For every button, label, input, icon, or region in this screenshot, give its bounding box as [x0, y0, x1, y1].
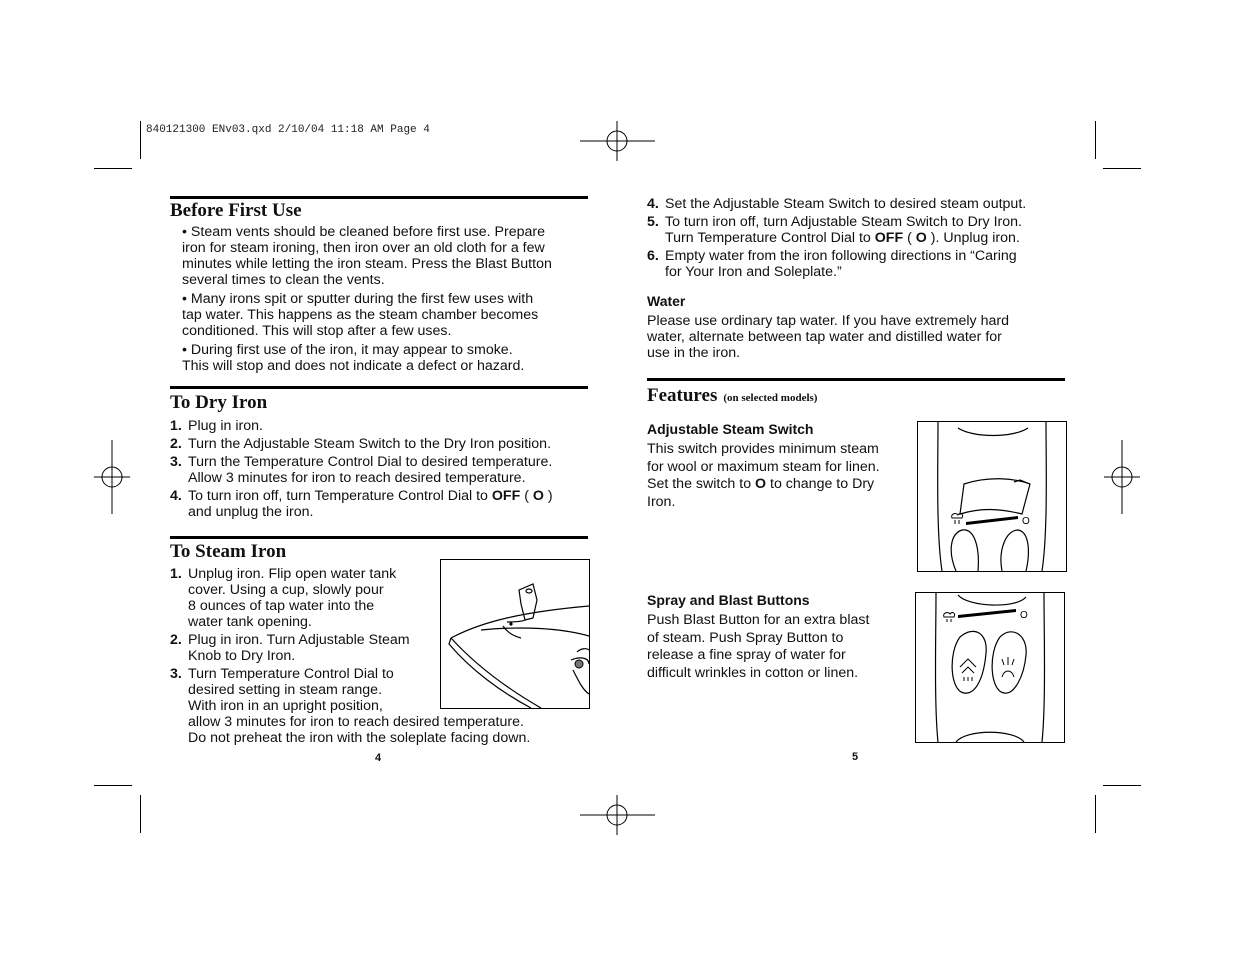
steam-switch-heading: Adjustable Steam Switch [647, 421, 814, 437]
bullet-item: • Many irons spit or sputter during the first few uses with tap water. This happens as the steam chamber becomes conditioned. This will stop after a few uses. [182, 291, 539, 339]
steam-cloud-icon [952, 514, 963, 524]
before-first-use-list [170, 224, 590, 377]
page-number: 4 [375, 752, 382, 764]
section-rule [647, 378, 1065, 381]
bullet-item: • Steam vents should be cleaned before first use. Prepare iron for steam ironing, then iron over an old cloth for a few minutes while letting the iron steam. Press the Blast Button several times to clean the vents. [182, 224, 552, 288]
list-item: 4. Set the Adjustable Steam Switch to desired steam output. [647, 196, 1027, 212]
steam-switch-illustration [917, 421, 1067, 572]
blast-icon [960, 659, 976, 681]
dry-iron-heading: To Dry Iron [170, 392, 268, 413]
bullet-item: • During first use of the iron, it may appear to smoke. This will stop and does not indicate a defect or hazard. [182, 342, 525, 374]
list-item: 5. To turn iron off, turn Adjustable Steam Switch to Dry Iron. Turn Temperature Control Dial to OFF ( O ). Unplug iron. [647, 214, 1022, 246]
list-item: 3. Turn Temperature Control Dial to desired setting in steam range. With iron in an upright position, allow 3 minutes for iron to reach desired temperature. Do not preheat the iron with the soleplate facing down. [170, 666, 531, 746]
dry-setting-label: O [1020, 610, 1028, 621]
steam-cloud-icon [944, 613, 955, 622]
spray-icon [1002, 657, 1014, 677]
water-heading: Water [647, 293, 686, 309]
features-subtitle: (on selected models) [723, 392, 818, 404]
section-rule [170, 536, 588, 539]
steam-switch-drawing [918, 422, 1066, 571]
before-first-use-heading: Before First Use [170, 200, 302, 221]
spray-blast-drawing [916, 593, 1064, 742]
page-number: 5 [852, 751, 859, 763]
steps-continued [647, 196, 1067, 282]
iron-drawing [441, 560, 589, 708]
water-paragraph: Please use ordinary tap water. If you have extremely hard water, alternate between tap water and distilled water for use in the iron. [647, 313, 1009, 361]
list-item: 6. Empty water from the iron following directions in “Caring for Your Iron and Soleplate.” [647, 248, 1017, 280]
spray-blast-illustration [915, 592, 1065, 743]
spray-blast-heading: Spray and Blast Buttons [647, 592, 810, 608]
steam-iron-heading: To Steam Iron [170, 541, 287, 562]
list-item: 2. Plug in iron. Turn Adjustable Steam Knob to Dry Iron. [170, 632, 410, 664]
file-slug: 840121300 ENv03.qxd 2/10/04 11:18 AM Page 4 [146, 124, 430, 136]
iron-water-tank-illustration [440, 559, 590, 709]
section-rule [170, 386, 588, 389]
spray-blast-paragraph: Push Blast Button for an extra blast of steam. Push Spray Button to release a fine spray of water for difficult wrinkles in cotton or linen. [647, 612, 870, 681]
dry-iron-steps [170, 418, 590, 522]
list-item: 3. Turn the Temperature Control Dial to desired temperature. Allow 3 minutes for iron to reach desired temperature. [170, 454, 553, 486]
features-heading: Features (on selected models) [647, 385, 818, 406]
list-item: 4. To turn iron off, turn Temperature Control Dial to OFF ( O ) and unplug the iron. [170, 488, 553, 520]
section-rule [170, 196, 588, 199]
list-item: 1. Unplug iron. Flip open water tank cover. Using a cup, slowly pour 8 ounces of tap water into the water tank opening. [170, 566, 397, 630]
list-item: 1. Plug in iron. [170, 418, 263, 434]
dry-setting-label: O [1022, 516, 1030, 527]
steam-switch-paragraph: This switch provides minimum steam for wool or maximum steam for linen. Set the switch to O to change to Dry Iron. [647, 441, 880, 510]
list-item: 2. Turn the Adjustable Steam Switch to the Dry Iron position. [170, 436, 552, 452]
